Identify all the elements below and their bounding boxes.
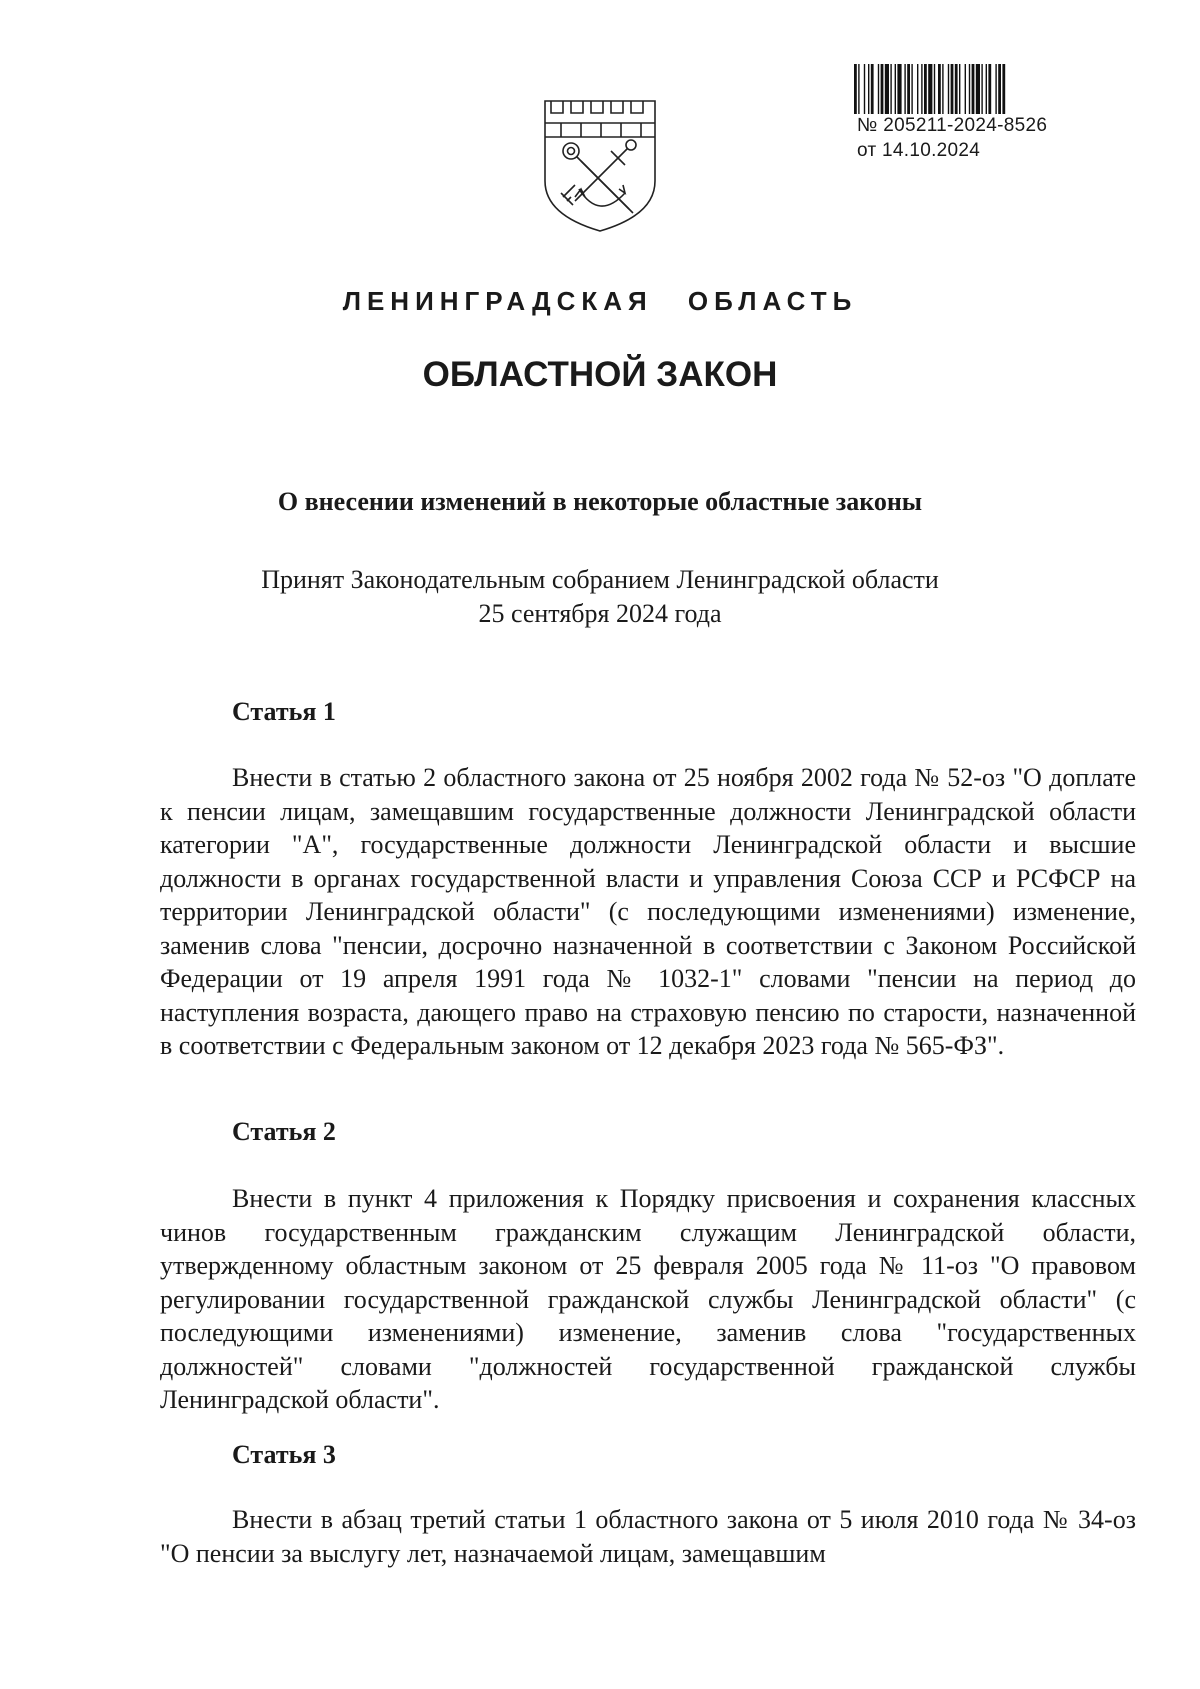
article-2-text: Внести в пункт 4 приложения к Порядку присвоения и сохранения классных чинов государственным гражданским служащим Ленинградской области, утвержденному областным законом от 25 февраля 2005 года № 11-оз "О правовом регулировании государственной гражданской службы Ленинградской области" (с последующими изменениями) изменение, заменив слова "государственных должностей" словами "должностей государственной гражданской службы Ленинградской области". [160, 1184, 1136, 1414]
article-1-heading: Статья 1 [232, 697, 336, 726]
law-subject: О внесении изменений в некоторые областные законы [277, 487, 923, 516]
region-title: ЛЕНИНГРАДСКАЯ ОБЛАСТЬ [342, 286, 858, 316]
registration-number: № 205211-2024-8526 [857, 115, 1048, 136]
article-3-text: Внести в абзац третий статьи 1 областного закона от 5 июля 2010 года № 34-оз "О пенсии за выслугу лет, назначаемой лицам, замещавшим [160, 1505, 1136, 1568]
barcode-icon [854, 64, 1104, 114]
article-1-text: Внести в статью 2 областного закона от 25 ноября 2002 года № 52-оз "О доплате к пенсии лицам, замещавшим государственные должности Ленинградской области категории "А", государственные должности Ленинградской области и высшие должности в органах государственной власти и управления Союза ССР и РСФСР на территории Ленинградской области" (с последующими изменениями) изменение, заменив слова "пенсии, досрочно назначенной в соответствии с Законом Российской Федерации от 19 апреля 1991 года № 1032-1" словами "пенсии на период до наступления возраста, дающего право на страховую пенсию по старости, назначенной в соответствии с Федеральным законом от 12 декабря 2023 года № 565-ФЗ". [160, 763, 1136, 1060]
article-3-heading: Статья 3 [232, 1440, 336, 1469]
coat-of-arms-icon [541, 97, 659, 235]
article-2-heading: Статья 2 [232, 1117, 336, 1146]
adopted-date-line: 25 сентября 2024 года [478, 599, 722, 628]
registration-date: от 14.10.2024 [857, 140, 981, 161]
law-type-title: ОБЛАСТНОЙ ЗАКОН [422, 355, 778, 394]
adopted-by-line: Принят Законодательным собранием Ленинградской области [261, 565, 939, 594]
